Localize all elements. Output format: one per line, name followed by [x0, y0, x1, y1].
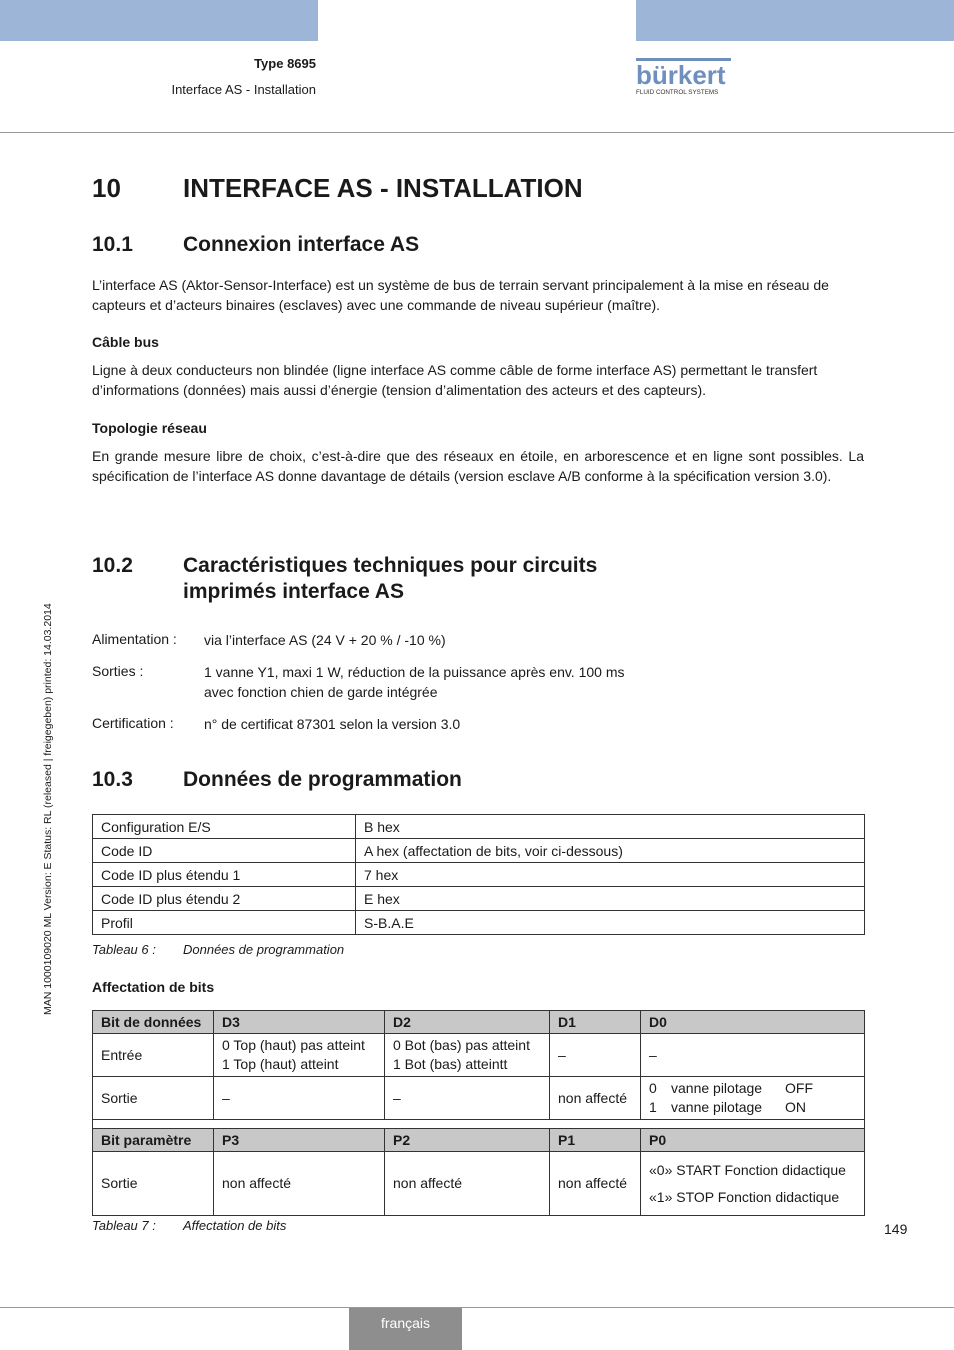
table-row — [93, 815, 865, 839]
header-bar-left — [0, 0, 318, 41]
section-heading-10-2 — [92, 553, 597, 605]
table-row — [93, 863, 865, 887]
table-cell: non affecté — [550, 1077, 641, 1120]
table-cell: 7 hex — [356, 863, 865, 887]
burkert-logo — [636, 58, 736, 96]
table-cell: 0 Bot (bas) pas atteint 1 Bot (bas) atteintt — [385, 1034, 550, 1077]
table-cell: – — [641, 1034, 865, 1077]
table-cell: non affecté — [385, 1152, 550, 1216]
logo-tagline: FLUID CONTROL SYSTEMS — [636, 89, 719, 96]
table-cell: Profil — [93, 911, 356, 935]
header-cell: D3 — [214, 1011, 385, 1034]
table-cell: «0» START Fonction didactique «1» STOP Fonction didactique — [641, 1152, 865, 1216]
table-row — [93, 911, 865, 935]
table-cell: non affecté — [550, 1152, 641, 1216]
doc-type: Type 8695 — [254, 56, 316, 71]
table-row — [93, 1034, 865, 1077]
side-print-info: MAN 1000109020 ML Version: E Status: RL (released | freigegeben) printed: 14.03.2014 — [42, 603, 54, 1015]
table-cell: B hex — [356, 815, 865, 839]
doc-subtitle: Interface AS - Installation — [171, 82, 316, 97]
page-number: 149 — [884, 1221, 908, 1237]
table-cell: – — [214, 1077, 385, 1120]
table-cell: Sortie — [93, 1152, 214, 1216]
table-cell: Sortie — [93, 1077, 214, 1120]
table-cell: 0 vanne pilotage OFF 1 vanne pilotage ON — [641, 1077, 865, 1120]
table-row — [93, 1152, 865, 1216]
footer-rule — [0, 1307, 954, 1308]
spec-value: 1 vanne Y1, maxi 1 W, réduction de la puissance après env. 100 ms — [204, 664, 625, 680]
table-header-row — [93, 1129, 865, 1152]
table-cell: Entrée — [93, 1034, 214, 1077]
table-7-caption: Affectation de bits — [183, 1218, 287, 1233]
table-cell: – — [385, 1077, 550, 1120]
section-title: Connexion interface AS — [183, 233, 420, 256]
table-cell: 0 Top (haut) pas atteint 1 Top (haut) atteint — [214, 1034, 385, 1077]
header-cell: P0 — [641, 1129, 865, 1152]
table-row — [93, 1077, 865, 1120]
header-cell: P2 — [385, 1129, 550, 1152]
header-cell: Bit paramètre — [93, 1129, 214, 1152]
spec-label: Alimentation : — [92, 631, 177, 647]
intro-paragraph: L’interface AS (Aktor-Sensor-Interface) est un système de bus de terrain servant principalement à la mise en réseau de capteurs et d’acteurs binaires (esclaves) avec une commande de niveau supérieur (maître). — [92, 277, 829, 313]
section-number: 10.3 — [92, 768, 133, 791]
chapter-number: 10 — [92, 173, 121, 203]
section-number: 10.2 — [92, 554, 133, 577]
bus-heading: Câble bus — [92, 334, 159, 350]
header-cell: D0 — [641, 1011, 865, 1034]
header-cell: Bit de données — [93, 1011, 214, 1034]
bits-heading: Affectation de bits — [92, 979, 215, 995]
logo-wordmark: bürkert — [636, 60, 726, 90]
table-6-label: Tableau 6 : — [92, 942, 156, 957]
table-row — [93, 839, 865, 863]
table-cell: A hex (affectation de bits, voir ci-dessous) — [356, 839, 865, 863]
header-cell: D1 — [550, 1011, 641, 1034]
table-cell: Code ID plus étendu 2 — [93, 887, 356, 911]
header-cell: P3 — [214, 1129, 385, 1152]
topology-paragraph: En grande mesure libre de choix, c’est-à-dire que des réseaux en étoile, en arborescence et en ligne sont possibles. La spécification de l’interface AS donne davantage de détails (version esclave A/B conforme à la spécification version 3.0). — [92, 448, 864, 484]
section-number: 10.1 — [92, 233, 133, 256]
language-tab: français — [349, 1308, 462, 1350]
bit-assignment-table — [92, 1010, 865, 1216]
spec-value: n° de certificat 87301 selon la version 3.0 — [204, 716, 461, 732]
chapter-heading — [92, 173, 583, 204]
header-cell: D2 — [385, 1011, 550, 1034]
spec-label: Sorties : — [92, 663, 144, 679]
section-title-line1: Caractéristiques techniques pour circuits — [183, 554, 598, 577]
header-rule — [0, 132, 954, 133]
programming-table — [92, 814, 865, 935]
table-cell: Code ID — [93, 839, 356, 863]
table-gap-row — [93, 1120, 865, 1129]
header-bar-right — [636, 0, 954, 41]
section-heading-10-1 — [92, 233, 419, 257]
table-cell: non affecté — [214, 1152, 385, 1216]
chapter-title: INTERFACE AS - INSTALLATION — [183, 173, 583, 203]
table-cell: Code ID plus étendu 1 — [93, 863, 356, 887]
section-title-line2: imprimés interface AS — [183, 580, 404, 603]
header-cell: P1 — [550, 1129, 641, 1152]
table-cell: – — [550, 1034, 641, 1077]
spec-value-cont: avec fonction chien de garde intégrée — [204, 684, 438, 700]
table-7-label: Tableau 7 : — [92, 1218, 156, 1233]
table-row — [93, 887, 865, 911]
table-cell: E hex — [356, 887, 865, 911]
table-cell: S-B.A.E — [356, 911, 865, 935]
table-header-row — [93, 1011, 865, 1034]
topology-heading: Topologie réseau — [92, 420, 207, 436]
table-6-caption: Données de programmation — [183, 942, 345, 957]
table-cell: Configuration E/S — [93, 815, 356, 839]
spec-value: via l’interface AS (24 V + 20 % / -10 %) — [204, 632, 446, 648]
section-title: Données de programmation — [183, 768, 462, 791]
bus-paragraph: Ligne à deux conducteurs non blindée (ligne interface AS comme câble de forme interface AS) permettant le transfert d’informations (données) mais aussi d’énergie (tension d’alimentation des acteurs et des capteurs). — [92, 362, 818, 398]
section-heading-10-3 — [92, 768, 462, 792]
spec-label: Certification : — [92, 715, 174, 731]
